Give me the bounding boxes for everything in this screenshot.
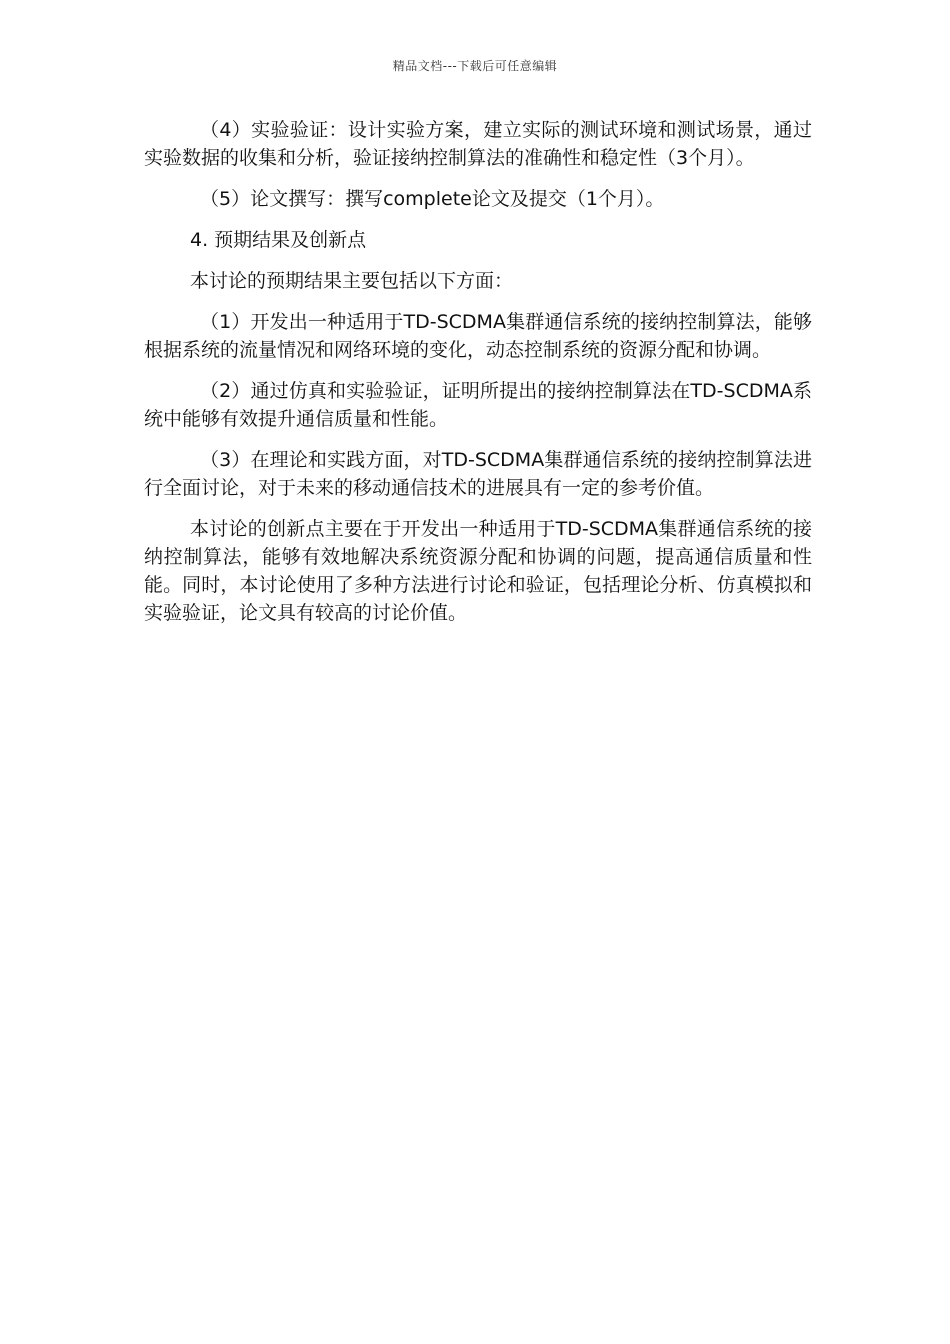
- paragraph-result-2: （2）通过仿真和实验验证，证明所提出的接纳控制算法在TD-SCDMA系统中能够有效提升通信质量和性能。: [144, 380, 812, 430]
- section-heading: 4. 预期结果及创新点: [190, 229, 367, 251]
- paragraph-result-1: （1）开发出一种适用于TD-SCDMA集群通信系统的接纳控制算法，能够根据系统的流量情况和网络环境的变化，动态控制系统的资源分配和协调。: [144, 311, 812, 361]
- document-body: [144, 116, 812, 640]
- page-header: 精品文档---下载后可任意编辑: [392, 59, 558, 73]
- paragraph-result-3: （3）在理论和实践方面，对TD-SCDMA集群通信系统的接纳控制算法进行全面讨论，对于未来的移动通信技术的进展具有一定的参考价值。: [144, 449, 812, 499]
- paragraph-step-4: （4）实验验证：设计实验方案，建立实际的测试环境和测试场景，通过实验数据的收集和分析，验证接纳控制算法的准确性和稳定性（3个月）。: [144, 119, 812, 169]
- paragraph-step-5: （5）论文撰写：撰写complete论文及提交（1个月）。: [200, 188, 665, 210]
- paragraph-results-intro: 本讨论的预期结果主要包括以下方面：: [190, 270, 514, 292]
- paragraph-innovation: 本讨论的创新点主要在于开发出一种适用于TD-SCDMA集群通信系统的接纳控制算法，能够有效地解决系统资源分配和协调的问题，提高通信质量和性能。同时，本讨论使用了多种方法进行讨论和验证，包括理论分析、仿真模拟和实验验证，论文具有较高的讨论价值。: [144, 518, 812, 624]
